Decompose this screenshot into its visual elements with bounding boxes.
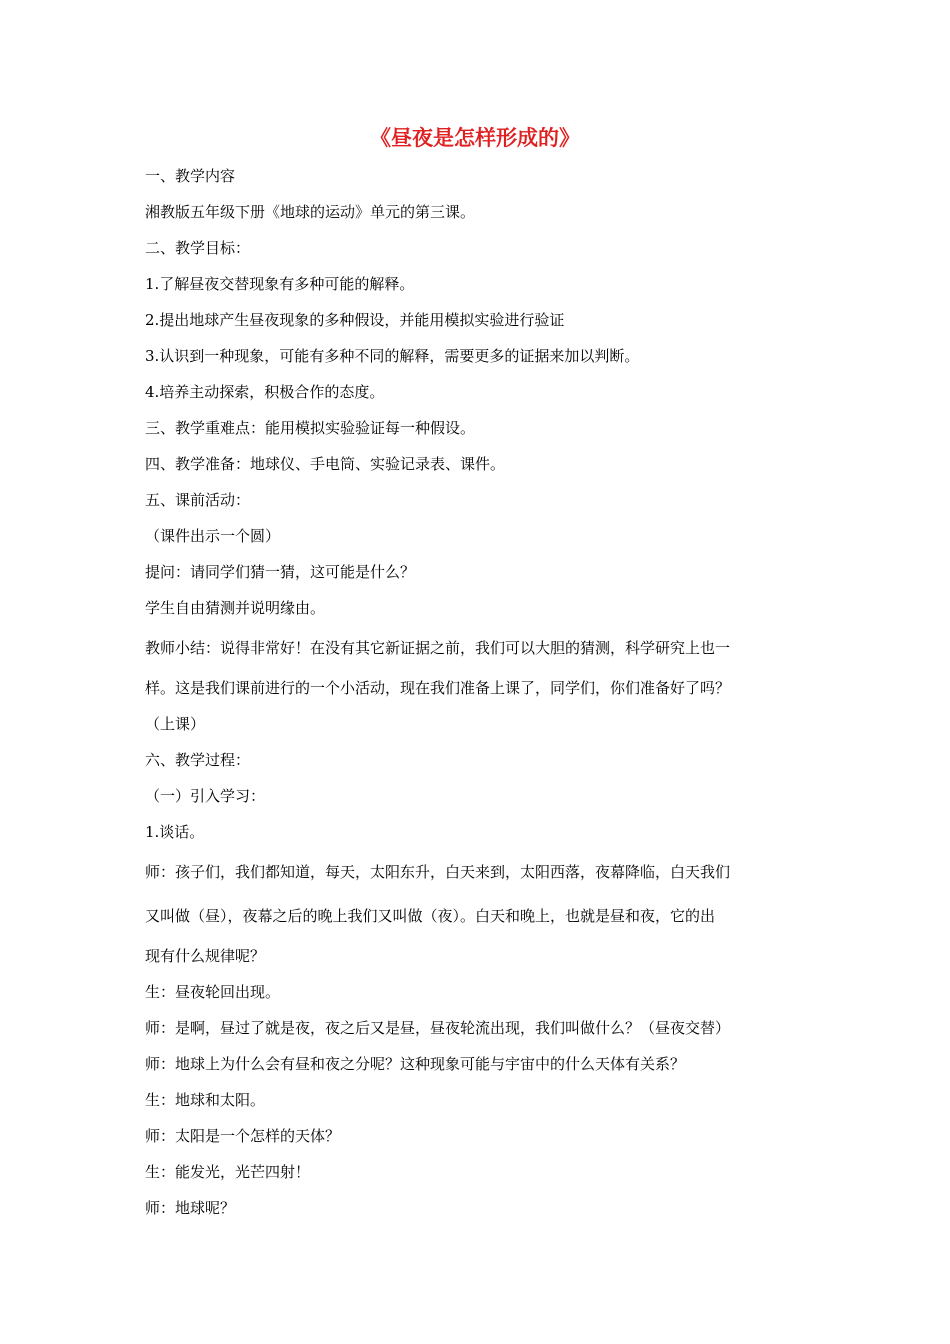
text-line: 生：能发光，光芒四射！	[145, 1163, 311, 1181]
text-line: 六、教学过程：	[145, 751, 251, 769]
text-line: 样。这是我们课前进行的一个小活动，现在我们准备上课了，同学们，你们准备好了吗？	[145, 679, 731, 697]
text-line: 二、教学目标：	[145, 239, 251, 257]
text-line: 提问：请同学们猜一猜，这可能是什么？	[145, 563, 416, 581]
text-line: 师：孩子们，我们都知道，每天，太阳东升，白天来到，太阳西落，夜幕降临，白天我们	[145, 863, 731, 881]
text-line: （一）引入学习：	[145, 787, 266, 805]
text-line: 1.了解昼夜交替现象有多种可能的解释。	[145, 275, 415, 293]
text-line: 师：地球呢？	[145, 1199, 236, 1217]
document-body	[145, 158, 810, 1226]
text-line: 一、教学内容	[145, 167, 236, 185]
text-line: 师：是啊，昼过了就是夜，夜之后又是昼，昼夜轮流出现，我们叫做什么？（昼夜交替）	[145, 1019, 731, 1037]
text-line: 3.认识到一种现象，可能有多种不同的解释，需要更多的证据来加以判断。	[145, 347, 640, 365]
text-line: 教师小结：说得非常好！在没有其它新证据之前，我们可以大胆的猜测，科学研究上也一	[145, 639, 731, 657]
text-line: 1.谈话。	[145, 823, 205, 841]
text-line: 又叫做（昼），夜幕之后的晚上我们又叫做（夜）。白天和晚上，也就是昼和夜，它的出	[145, 907, 716, 925]
text-line: 五、课前活动：	[145, 491, 251, 509]
text-line: 师：地球上为什么会有昼和夜之分呢？这种现象可能与宇宙中的什么天体有关系？	[145, 1055, 686, 1073]
text-line: 四、教学准备：地球仪、手电筒、实验记录表、课件。	[145, 455, 506, 473]
text-line: 三、教学重难点：能用模拟实验验证每一种假设。	[145, 419, 476, 437]
document-title: 《昼夜是怎样形成的》	[370, 125, 580, 150]
text-line: （课件出示一个圆）	[145, 527, 281, 545]
text-line: 湘教版五年级下册《地球的运动》单元的第三课。	[145, 203, 476, 221]
text-line: 生：地球和太阳。	[145, 1091, 266, 1109]
text-line: 2.提出地球产生昼夜现象的多种假设，并能用模拟实验进行验证	[145, 311, 565, 329]
text-line: 现有什么规律呢？	[145, 947, 266, 965]
text-line: 4.培养主动探索，积极合作的态度。	[145, 383, 385, 401]
text-line: 师：太阳是一个怎样的天体？	[145, 1127, 341, 1145]
text-line: （上课）	[145, 715, 206, 733]
text-line: 生：昼夜轮回出现。	[145, 983, 281, 1001]
text-line: 学生自由猜测并说明缘由。	[145, 599, 326, 617]
